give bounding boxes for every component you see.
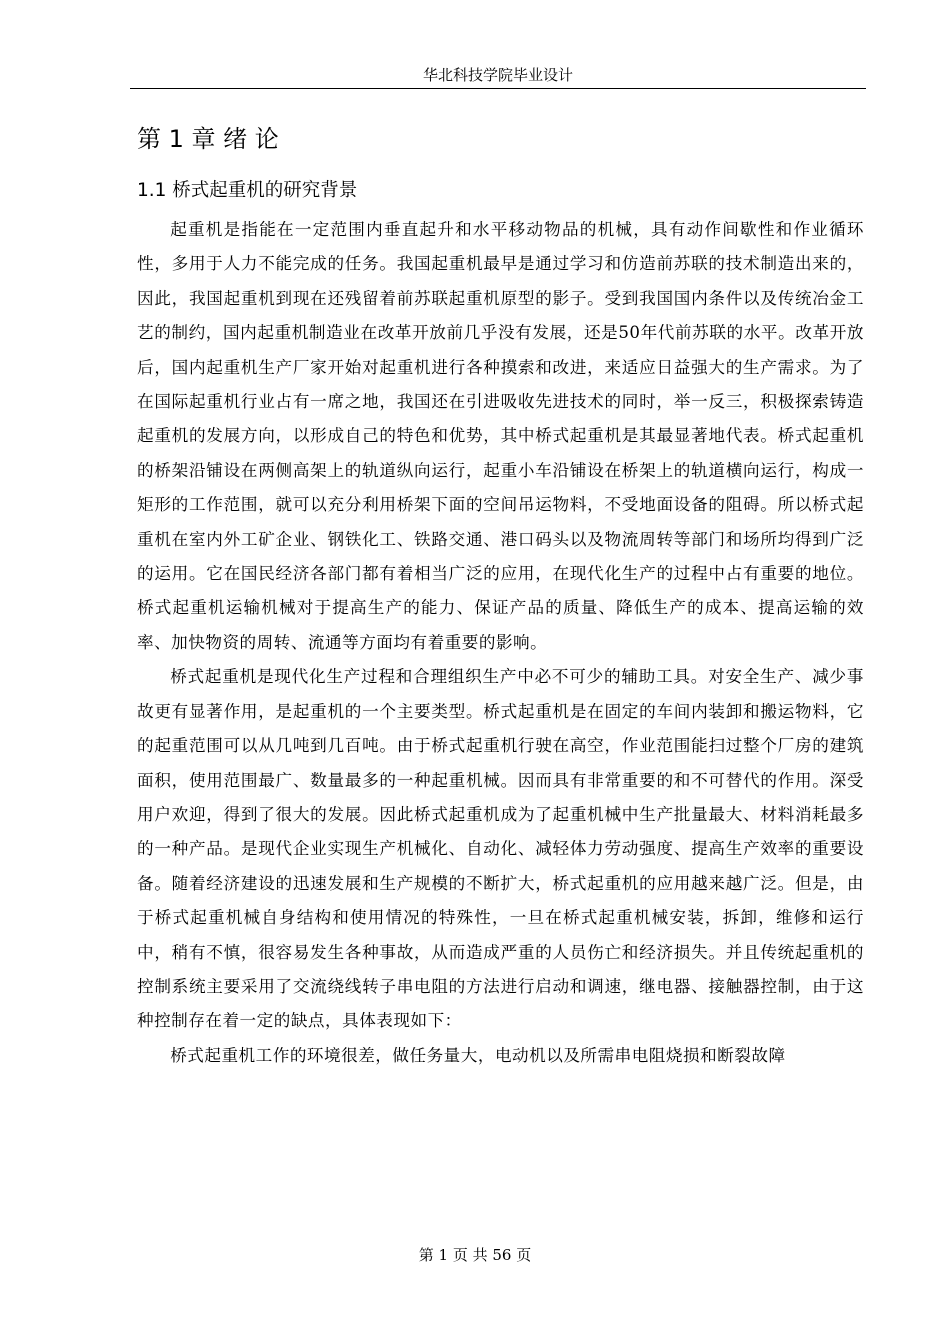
paragraph-1: 起重机是指能在一定范围内垂直起升和水平移动物品的机械，具有动作间歇性和作业循环性，多用于人力不能完成的任务。我国起重机最早是通过学习和仿造前苏联的技术制造出来的，因此，我国起重机到现在还残留着前苏联起重机原型的影子。受到我国国内条件以及传统冶金工艺的制约，国内起重机制造业在改革开放前几乎没有发展，还是50年代前苏联的水平。改革开放后，国内起重机生产厂家开始对起重机进行各种摸索和改进，来适应日益强大的生产需求。为了在国际起重机行业占有一席之地，我国还在引进吸收先进技术的同时，举一反三，积极探索铸造起重机的发展方向，以形成自己的特色和优势，其中桥式起重机是其最显著地代表。桥式起重机的桥架沿铺设在两侧高架上的轨道纵向运行，起重小车沿铺设在桥架上的轨道横向运行，构成一矩形的工作范围，就可以充分利用桥架下面的空间吊运物料，不受地面设备的阻碍。所以桥式起重机在室内外工矿企业、钢铁化工、铁路交通、港口码头以及物流周转等部门和场所均得到广泛的运用。它在国民经济各部门都有着相当广泛的应用，在现代化生产的过程中占有重要的地位。桥式起重机运输机械对于提高生产的能力、保证产品的质量、降低生产的成本、提高运输的效率、加快物资的周转、流通等方面均有着重要的影响。 bbox=[137, 220, 864, 652]
page-header bbox=[130, 66, 866, 89]
chapter-title: 第 1 章 绪 论 bbox=[137, 125, 279, 153]
page-footer bbox=[0, 1245, 950, 1265]
page-number: 第 1 页 共 56 页 bbox=[418, 1246, 532, 1264]
paragraph-3: 桥式起重机工作的环境很差，做任务量大，电动机以及所需串电阻烧损和断裂故障 bbox=[170, 1045, 786, 1065]
header-text: 华北科技学院毕业设计 bbox=[422, 66, 573, 84]
section-title: 1.1 桥式起重机的研究背景 bbox=[137, 180, 358, 201]
body-text bbox=[137, 213, 864, 1073]
paragraph-2: 桥式起重机是现代化生产过程和合理组织生产中必不可少的辅助工具。对安全生产、减少事故更有显著作用，是起重机的一个主要类型。桥式起重机是在固定的车间内装卸和搬运物料，它的起重范围可以从几吨到几百吨。由于桥式起重机行驶在高空，作业范围能扫过整个厂房的建筑面积，使用范围最广、数量最多的一种起重机械。因而具有非常重要的和不可替代的作用。深受用户欢迎，得到了很大的发展。因此桥式起重机成为了起重机械中生产批量最大、材料消耗最多的一种产品。是现代企业实现生产机械化、自动化、减轻体力劳动强度、提高生产效率的重要设备。随着经济建设的迅速发展和生产规模的不断扩大，桥式起重机的应用越来越广泛。但是，由于桥式起重机械自身结构和使用情况的特殊性，一旦在桥式起重机械安装，拆卸，维修和运行中，稍有不慎，很容易发生各种事故，从而造成严重的人员伤亡和经济损失。并且传统起重机的控制系统主要采用了交流绕线转子串电阻的方法进行启动和调速，继电器、接触器控制，由于这种控制存在着一定的缺点，具体表现如下： bbox=[137, 667, 864, 1031]
